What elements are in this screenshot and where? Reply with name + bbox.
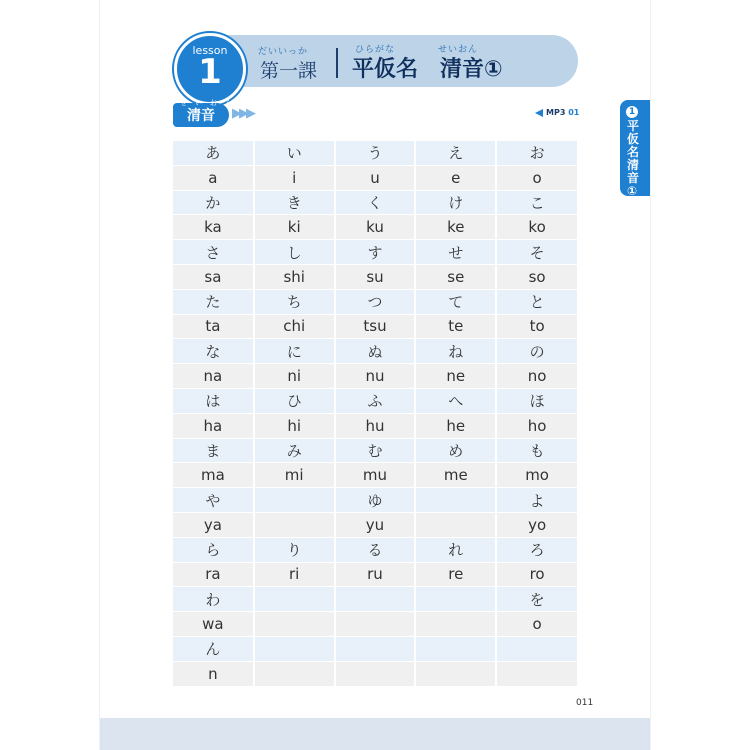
kana-cell: へ [415,388,496,413]
romaji-cell: ne [415,364,496,389]
lesson-badge [174,33,246,105]
kana-cell: さ [173,240,254,265]
romaji-cell: mu [335,463,416,488]
kana-row [173,339,577,364]
romaji-cell: ra [173,562,254,587]
kana-cell: え [415,141,496,165]
kana-cell: は [173,388,254,413]
kana-cell [254,488,335,513]
kana-cell: か [173,190,254,215]
romaji-cell: ku [335,215,416,240]
romaji-cell: ri [254,562,335,587]
kana-cell: う [335,141,416,165]
title-divider [336,48,338,78]
romaji-cell: ta [173,314,254,339]
section-ruby: せいおん [180,99,240,107]
romaji-cell: nu [335,364,416,389]
romaji-cell [415,661,496,686]
romaji-cell: se [415,264,496,289]
romaji-row [173,413,577,438]
romaji-cell [254,661,335,686]
kana-row [173,438,577,463]
kana-cell [415,636,496,661]
kana-cell: い [254,141,335,165]
romaji-row [173,364,577,389]
romaji-cell: re [415,562,496,587]
kana-table [173,141,577,687]
side-tab-text: 平仮名 清音① [627,119,640,198]
romaji-cell: su [335,264,416,289]
kana-cell [415,488,496,513]
page-number: 011 [576,698,594,708]
romaji-row [173,314,577,339]
romaji-cell: ni [254,364,335,389]
romaji-cell: mi [254,463,335,488]
romaji-cell: yu [335,512,416,537]
romaji-cell: n [173,661,254,686]
romaji-cell: na [173,364,254,389]
kana-cell: め [415,438,496,463]
section-label: 清音 [173,103,229,127]
romaji-row [173,264,577,289]
romaji-cell: o [496,612,577,637]
kana-row [173,537,577,562]
side-chapter-tab[interactable] [620,100,650,196]
romaji-cell: ka [173,215,254,240]
kana-cell: な [173,339,254,364]
romaji-cell: i [254,165,335,190]
kana-row [173,141,577,165]
kana-cell: れ [415,537,496,562]
romaji-cell: sa [173,264,254,289]
kana-cell [335,587,416,612]
romaji-cell [335,661,416,686]
side-tab-number: 1 [626,106,638,118]
arrow-icons: ▶▶▶ [232,106,253,121]
kana-cell: や [173,488,254,513]
romaji-cell: so [496,264,577,289]
kana-cell: も [496,438,577,463]
romaji-cell: ha [173,413,254,438]
kana-cell: お [496,141,577,165]
kana-cell [415,587,496,612]
kana-cell: ら [173,537,254,562]
romaji-cell: ru [335,562,416,587]
kana-cell: よ [496,488,577,513]
kana-cell: わ [173,587,254,612]
kana-row [173,388,577,413]
page-title: 平仮名 清音① [352,57,503,82]
romaji-cell [335,612,416,637]
romaji-cell [415,612,496,637]
bottom-band [100,718,650,750]
romaji-cell: yo [496,512,577,537]
kana-cell: き [254,190,335,215]
lesson-ruby: だいいっか [258,47,309,57]
kana-cell: ま [173,438,254,463]
romaji-cell: ho [496,413,577,438]
kana-cell: ち [254,289,335,314]
romaji-row [173,463,577,488]
romaji-cell: me [415,463,496,488]
kana-cell: を [496,587,577,612]
romaji-cell [496,661,577,686]
kana-cell: む [335,438,416,463]
romaji-cell: ma [173,463,254,488]
romaji-row [173,661,577,686]
kana-cell: に [254,339,335,364]
romaji-cell [415,512,496,537]
audio-label: MP3 [546,108,566,117]
kana-cell [254,587,335,612]
kana-cell: し [254,240,335,265]
romaji-cell: shi [254,264,335,289]
kana-cell: ゆ [335,488,416,513]
romaji-cell: o [496,165,577,190]
kana-row [173,636,577,661]
romaji-cell: u [335,165,416,190]
audio-track-button[interactable] [535,108,579,117]
romaji-row [173,165,577,190]
lesson-title: 第一課 [260,60,318,82]
romaji-cell: hi [254,413,335,438]
lesson-number: 1 [198,52,222,92]
kana-cell: ね [415,339,496,364]
kana-row [173,240,577,265]
kana-cell: く [335,190,416,215]
kana-cell: そ [496,240,577,265]
romaji-cell: a [173,165,254,190]
lesson-word: lesson [192,44,228,57]
title-ruby-hiragana: ひらがな [355,45,396,55]
kana-cell: と [496,289,577,314]
kana-row [173,190,577,215]
romaji-cell [254,512,335,537]
kana-cell: た [173,289,254,314]
kana-cell: ぬ [335,339,416,364]
romaji-cell: ro [496,562,577,587]
kana-cell [254,636,335,661]
romaji-cell: no [496,364,577,389]
kana-cell: せ [415,240,496,265]
kana-cell: の [496,339,577,364]
romaji-row [173,215,577,240]
romaji-cell: ya [173,512,254,537]
kana-cell: る [335,537,416,562]
title-ruby-seion: せいおん [438,45,479,55]
kana-cell [335,636,416,661]
romaji-cell: wa [173,612,254,637]
romaji-row [173,512,577,537]
audio-track-number: 01 [568,108,580,117]
kana-cell: け [415,190,496,215]
romaji-cell: to [496,314,577,339]
kana-row [173,587,577,612]
romaji-cell: e [415,165,496,190]
kana-cell: ろ [496,537,577,562]
romaji-row [173,562,577,587]
kana-cell [496,636,577,661]
romaji-cell: hu [335,413,416,438]
kana-row [173,488,577,513]
romaji-row [173,612,577,637]
romaji-cell: ke [415,215,496,240]
kana-cell: こ [496,190,577,215]
romaji-cell: chi [254,314,335,339]
kana-cell: あ [173,141,254,165]
kana-row [173,289,577,314]
romaji-cell: he [415,413,496,438]
kana-cell: す [335,240,416,265]
kana-cell: ん [173,636,254,661]
kana-cell: ふ [335,388,416,413]
romaji-cell: ko [496,215,577,240]
kana-cell: て [415,289,496,314]
kana-cell: つ [335,289,416,314]
kana-cell: ほ [496,388,577,413]
romaji-cell: te [415,314,496,339]
kana-cell: ひ [254,388,335,413]
romaji-cell [254,612,335,637]
speaker-icon [535,109,543,117]
romaji-cell: ki [254,215,335,240]
kana-cell: み [254,438,335,463]
romaji-cell: mo [496,463,577,488]
romaji-cell: tsu [335,314,416,339]
kana-cell: り [254,537,335,562]
